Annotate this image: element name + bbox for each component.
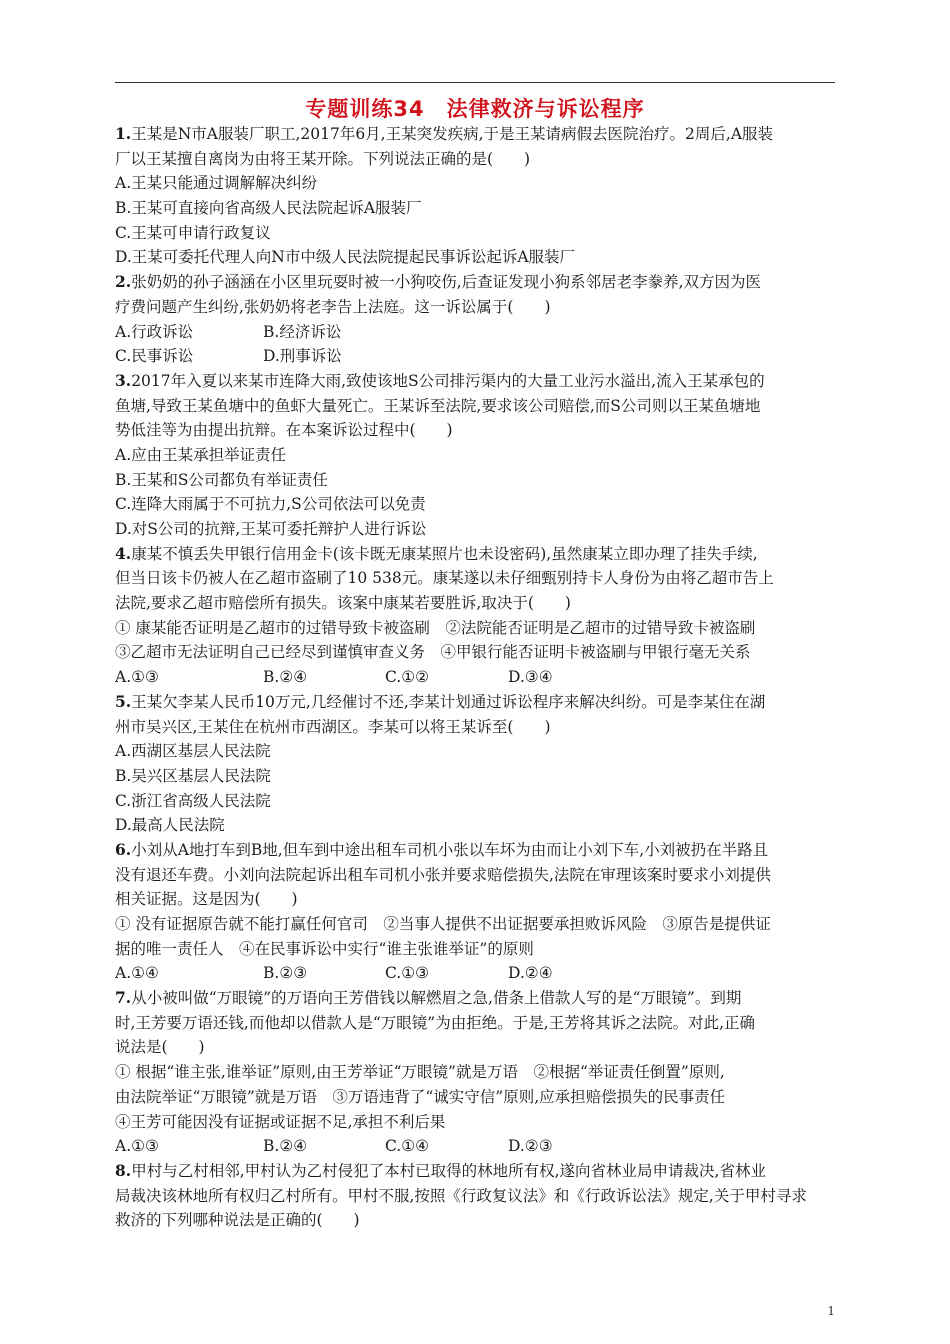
question-stem-text: 从小被叫做“万眼镜”的万语向王芳借钱以解燃眉之急,借条上借款人写的是“万眼镜”。到期: [131, 989, 742, 1008]
answer-option: C.浙江省高级人民法院: [115, 791, 271, 810]
question-stem-text: 王某欠李某人民币10万元,几经催讨不还,李某计划通过诉讼程序来解决纠纷。可是李某住在湖: [131, 692, 766, 711]
answer-choice: A.①③: [115, 668, 159, 687]
answer-option: B.王某可直接向省高级人民法院起诉A服装厂: [115, 199, 422, 218]
question-number: 3.: [115, 370, 132, 390]
question-stem-line: [115, 986, 835, 1011]
question-number: 7.: [115, 988, 132, 1008]
question-number: 6.: [115, 839, 132, 859]
question-stem-text: 甲村与乙村相邻,甲村认为乙村侵犯了本村已取得的林地所有权,遂向省林业局申请裁决,省林业: [131, 1161, 766, 1180]
answer-choice-row: [115, 665, 835, 690]
question-6: [115, 838, 835, 986]
question-stem-text: 局裁决该林地所有权归乙村所有。甲村不服,按照《行政复议法》和《行政诉讼法》规定,关于甲村寻求: [115, 1186, 807, 1205]
statement-line: ① 康某能否证明是乙超市的过错导致卡被盗刷 ②法院能否证明是乙超市的过错导致卡被盗刷: [115, 618, 756, 637]
answer-choice-row: [115, 1134, 835, 1159]
answer-option-row: [115, 344, 835, 369]
answer-option: C.王某可申请行政复议: [115, 223, 271, 242]
question-8: [115, 1159, 835, 1233]
answer-option: A.王某只能通过调解解决纠纷: [115, 174, 318, 193]
question-stem-text: 小刘从A地打车到B地,但车到中途出租车司机小张以车坏为由而让小刘下车,小刘被扔在半路且: [131, 840, 769, 859]
question-stem-text: 2017年入夏以来某市连降大雨,致使该地S公司排污渠内的大量工业污水溢出,流入王某承包的: [131, 371, 765, 390]
question-7: [115, 986, 835, 1159]
question-stem-line: [115, 887, 835, 912]
question-stem-text: 但当日该卡仍被人在乙超市盗刷了10 538元。康某遂以未仔细甄别持卡人身份为由将乙超市告上: [115, 569, 774, 588]
answer-choice: A.①③: [115, 1137, 159, 1156]
question-stem-line: [115, 295, 835, 320]
question-5: [115, 690, 835, 838]
answer-option: C.民事诉讼: [115, 347, 194, 366]
statement-line: ④王芳可能因没有证据或证据不足,承担不利后果: [115, 1112, 446, 1131]
answer-choice: C.①②: [385, 668, 430, 687]
answer-option: A.西湖区基层人民法院: [115, 742, 271, 761]
question-stem-line: [115, 591, 835, 616]
page-title: 专题训练34 法律救济与诉讼程序: [305, 97, 645, 121]
statement-line: ① 没有证据原告就不能打赢任何官司 ②当事人提供不出证据要承担败诉风险 ③原告是提供证: [115, 915, 771, 933]
question-stem-line: [115, 838, 835, 863]
answer-choice: A.①④: [115, 964, 159, 983]
question-stem-text: 相关证据。这是因为( ): [115, 890, 298, 909]
question-stem-text: 救济的下列哪种说法是正确的( ): [115, 1211, 360, 1230]
question-number: 1.: [115, 124, 132, 143]
question-number: 8.: [115, 1160, 132, 1180]
answer-option: B.王某和S公司都负有举证责任: [115, 470, 328, 489]
question-stem-line: [115, 566, 835, 591]
question-stem-line: [115, 394, 835, 419]
answer-choice: B.②④: [263, 668, 308, 687]
answer-choice: B.②④: [263, 1137, 308, 1156]
answer-choice: D.③④: [508, 668, 553, 687]
question-stem-line: [115, 418, 835, 443]
answer-option: D.最高人民法院: [115, 816, 225, 835]
question-number: 4.: [115, 543, 132, 563]
question-stem-text: 疗费问题产生纠纷,张奶奶将老李告上法庭。这一诉讼属于( ): [115, 297, 551, 316]
question-number: 2.: [115, 272, 132, 292]
question-stem-text: 州市吴兴区,王某住在杭州市西湖区。李某可以将王某诉至( ): [115, 717, 551, 736]
question-stem-line: [115, 715, 835, 740]
answer-option: D.对S公司的抗辩,王某可委托辩护人进行诉讼: [115, 520, 427, 538]
answer-option: B.吴兴区基层人民法院: [115, 766, 271, 785]
question-stem-line: [115, 1035, 835, 1060]
answer-option: B.经济诉讼: [263, 322, 342, 341]
question-stem-text: 厂以王某擅自离岗为由将王某开除。下列说法正确的是( ): [115, 149, 531, 168]
statement-line: ③乙超市无法证明自己已经尽到谨慎审查义务 ④甲银行能否证明卡被盗刷与甲银行毫无关系: [115, 643, 751, 662]
question-stem-text: 鱼塘,导致王某鱼塘中的鱼虾大量死亡。王某诉至法院,要求该公司赔偿,而S公司则以王某鱼塘地: [115, 396, 761, 415]
answer-choice: C.①④: [385, 1137, 430, 1156]
question-2: [115, 270, 835, 369]
question-1: [115, 122, 835, 270]
question-stem-text: 时,王芳要万语还钱,而他却以借款人是“万眼镜”为由拒绝。于是,王芳将其诉之法院。对此,正确: [115, 1013, 756, 1032]
question-stem-line: [115, 863, 835, 888]
question-stem-line: [115, 122, 835, 147]
answer-choice: D.②③: [508, 1137, 553, 1156]
question-4: [115, 542, 835, 690]
question-stem-line: [115, 369, 835, 394]
question-stem-line: [115, 690, 835, 715]
question-stem-line: [115, 270, 835, 295]
answer-option: D.刑事诉讼: [263, 347, 342, 366]
question-stem-text: 张奶奶的孙子涵涵在小区里玩耍时被一小狗咬伤,后查证发现小狗系邻居老李豢养,双方因为医: [131, 273, 762, 292]
question-list: [115, 122, 835, 1233]
answer-option: A.应由王某承担举证责任: [115, 445, 287, 464]
answer-choice: D.②④: [508, 964, 553, 983]
statement-line: ① 根据“谁主张,谁举证”原则,由王芳举证“万眼镜”就是万语 ②根据“举证责任倒置”原则,: [115, 1063, 725, 1082]
question-stem-line: [115, 542, 835, 567]
header-rule: [115, 82, 835, 83]
answer-option: C.连降大雨属于不可抗力,S公司依法可以免责: [115, 495, 426, 514]
question-stem-line: [115, 1159, 835, 1184]
question-stem-line: [115, 147, 835, 172]
question-stem-text: 说法是( ): [115, 1038, 205, 1057]
question-number: 5.: [115, 691, 132, 711]
answer-choice: B.②③: [263, 964, 308, 983]
question-stem-text: 没有退还车费。小刘向法院起诉出租车司机小张并要求赔偿损失,法院在审理该案时要求小刘提供: [115, 865, 771, 884]
statement-line: 由法院举证“万眼镜”就是万语 ③万语违背了“诚实守信”原则,应承担赔偿损失的民事责任: [115, 1087, 726, 1106]
answer-option-row: [115, 320, 835, 345]
page-number: 1: [827, 1304, 835, 1318]
question-stem-text: 康某不慎丢失甲银行信用金卡(该卡既无康某照片也未设密码),虽然康某立即办理了挂失手续,: [131, 544, 758, 563]
question-stem-line: [115, 1184, 835, 1209]
question-3: [115, 369, 835, 542]
answer-option: A.行政诉讼: [115, 322, 194, 341]
answer-option: D.王某可委托代理人向N市中级人民法院提起民事诉讼起诉A服装厂: [115, 248, 576, 267]
question-stem-text: 法院,要求乙超市赔偿所有损失。该案中康某若要胜诉,取决于( ): [115, 594, 571, 613]
statement-line: 据的唯一责任人 ④在民事诉讼中实行“谁主张谁举证”的原则: [115, 939, 534, 958]
question-stem-line: [115, 1011, 835, 1036]
question-stem-text: 势低洼等为由提出抗辩。在本案诉讼过程中( ): [115, 421, 453, 440]
question-stem-text: 王某是N市A服装厂职工,2017年6月,王某突发疾病,于是王某请病假去医院治疗。2周后,A服装: [131, 125, 774, 143]
answer-choice: C.①③: [385, 964, 430, 983]
question-stem-line: [115, 1208, 835, 1233]
answer-choice-row: [115, 961, 835, 986]
